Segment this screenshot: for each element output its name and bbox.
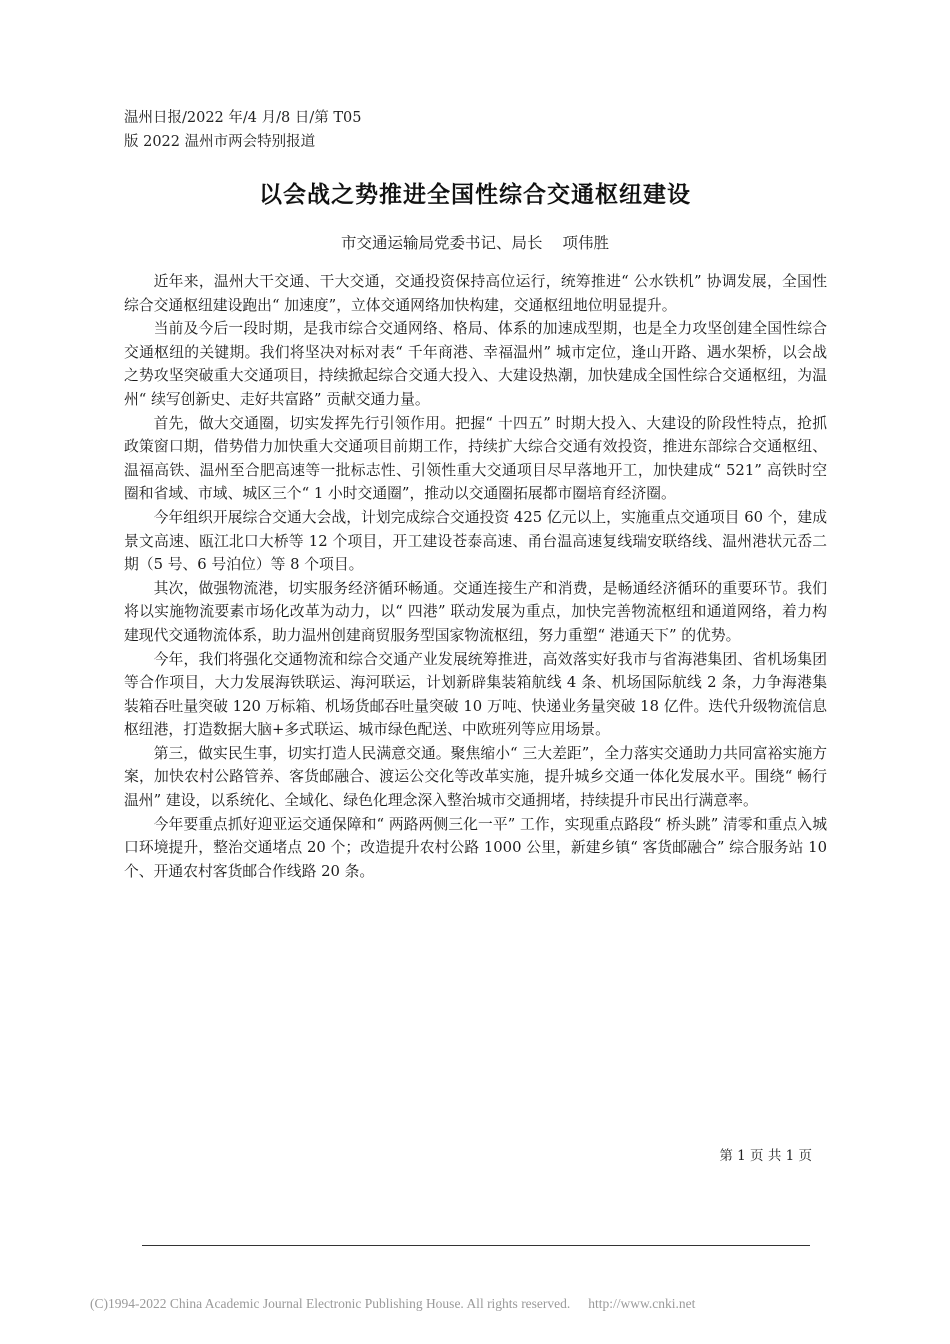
article-title: 以会战之势推进全国性综合交通枢纽建设 [259,182,691,208]
paragraph: 近年来，温州大干交通、干大交通，交通投资保持高位运行，统筹推进“ 公水铁机” 协调发展，全国性综合交通枢纽建设跑出“ 加速度”，立体交通网络加快构建，交通枢纽地位明显提升。 [124,273,827,314]
paragraph: 第三，做实民生事，切实打造人民满意交通。聚焦缩小“ 三大差距”，全力落实交通助力共同富裕实施方案，加快农村公路管养、客货邮融合、渡运公交化等改革实施，提升城乡交通一体化发展水平。围绕“ 畅行温州” 建设，以系统化、全域化、绿色化理念深入整治城市交通拥堵，持续提升市民出行满意率。 [124,744,827,810]
source-line-2: 版 2022 温州市两会特别报道 [124,134,316,150]
author-role: 市交通运输局党委书记、局长 [340,234,543,252]
copyright-text: (C)1994-2022 China Academic Journal Electronic Publishing House. All rights reserved. [90,1296,571,1311]
paragraph: 今年，我们将强化交通物流和综合交通产业发展统筹推进，高效落实好我市与省海港集团、省机场集团等合作项目，大力发展海铁联运、海河联运，计划新辟集装箱航线 4 条、机场国际航线 2 条，力争海港集装箱吞吐量突破 120 万标箱、机场货邮吞吐量突破 10 万吨、快递业务量突破 18 亿件。迭代升级物流信息枢纽港，打造数据大脑+多式联运、城市绿色配送、中欧班列等应用场景。 [124,650,827,739]
byline [0,231,950,253]
author-name: 项伟胜 [562,234,610,252]
paragraph: 今年要重点抓好迎亚运交通保障和“ 两路两侧三化一平” 工作，实现重点路段“ 桥头跳” 清零和重点入城口环境提升，整治交通堵点 20 个；改造提升农村公路 1000 公里，新建乡镇“ 客货邮融合” 综合服务站 10 个、开通农村客货邮合作线路 20 条。 [124,815,827,880]
copyright-notice [90,1296,890,1312]
paragraph: 其次，做强物流港，切实服务经济循环畅通。交通连接生产和消费，是畅通经济循环的重要环节。我们将以实施物流要素市场化改革为动力，以“ 四港” 联动发展为重点，加快完善物流枢纽和通道网络，着力构建现代交通物流体系，助力温州创建商贸服务型国家物流枢纽，努力重塑“ 港通天下” 的优势。 [124,579,827,644]
source-info [124,106,386,154]
source-line-1: 温州日报/2022 年/4 月/8 日/第 T05 [124,110,362,126]
paragraph: 当前及今后一段时期，是我市综合交通网络、格局、体系的加速成型期，也是全力攻坚创建全国性综合交通枢纽的关键期。我们将坚决对标对表“ 千年商港、幸福温州” 城市定位，逢山开路、遇水架桥，以会战之势攻坚突破重大交通项目，持续掀起综合交通大投入、大建设热潮，加快建成全国性综合交通枢纽，为温州“ 续写创新史、走好共富路” 贡献交通力量。 [124,320,827,408]
paragraph: 首先，做大交通圈，切实发挥先行引领作用。把握“ 十四五” 时期大投入、大建设的阶段性特点，抢抓政策窗口期，借势借力加快重大交通项目前期工作，持续扩大综合交通有效投资，推进东部综合交通枢纽、温福高铁、温州至合肥高速等一批标志性、引领性重大交通项目尽早落地开工，加快建成“ 521” 高铁时空圈和省域、市域、城区三个“ 1 小时交通圈”，推动以交通圈拓展都市圈培育经济圈。 [124,414,827,503]
paragraph: 今年组织开展综合交通大会战，计划完成综合交通投资 425 亿元以上，实施重点交通项目 60 个，建成景文高速、瓯江北口大桥等 12 个项目，开工建设苍泰高速、甬台温高速复线瑞安联络线、温州港状元岙二期（5 号、6 号泊位）等 8 个项目。 [124,508,827,574]
page-indicator: 第 1 页 共 1 页 [719,1148,812,1164]
footer-divider [142,1245,810,1246]
article-body [124,270,827,883]
cnki-link[interactable]: http://www.cnki.net [588,1296,696,1311]
